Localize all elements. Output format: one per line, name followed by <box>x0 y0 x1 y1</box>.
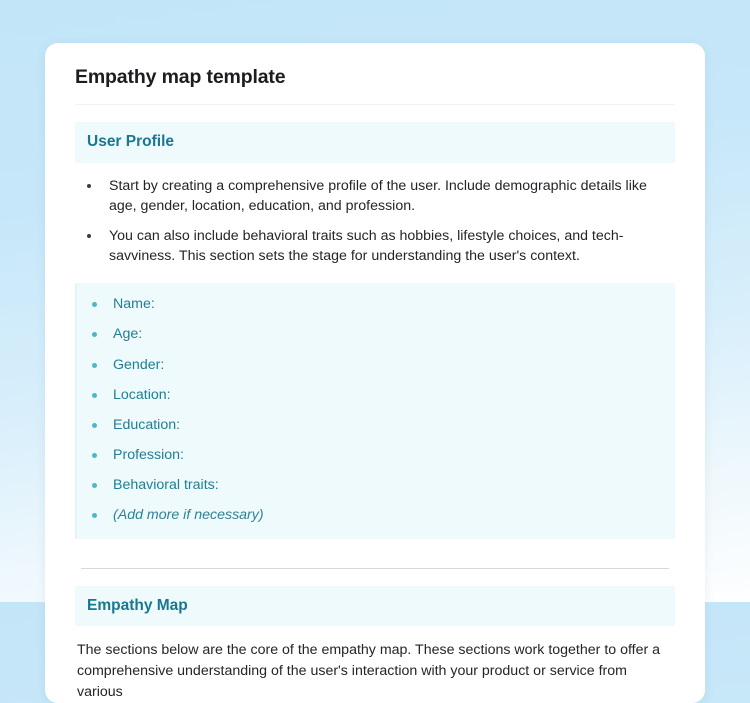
field-item-profession[interactable]: Profession: <box>77 445 663 466</box>
field-item-name[interactable]: Name: <box>77 294 663 315</box>
document-body <box>45 43 705 703</box>
field-item-add-more-hint[interactable]: (Add more if necessary) <box>77 505 663 526</box>
user-profile-fields-list <box>77 294 663 525</box>
section-heading-empathy-map: Empathy Map <box>75 586 675 626</box>
user-profile-description-list <box>75 176 675 267</box>
document-card <box>45 43 705 703</box>
title-divider <box>75 104 675 105</box>
page-title: Empathy map template <box>75 65 675 90</box>
list-item: Start by creating a comprehensive profile of the user. Include demographic details like age, gender, location, education, and profession. <box>75 176 675 216</box>
field-item-age[interactable]: Age: <box>77 324 663 345</box>
empathy-map-intro-paragraph: The sections below are the core of the empathy map. These sections work together to offer a comprehensive understanding of the user's interaction with your product or service from various <box>77 640 675 703</box>
list-item: You can also include behavioral traits such as hobbies, lifestyle choices, and tech-savviness. This section sets the stage for understanding the user's context. <box>75 226 675 266</box>
section-divider <box>81 568 669 569</box>
user-profile-fields-block <box>75 283 675 538</box>
field-item-behavioral-traits[interactable]: Behavioral traits: <box>77 475 663 496</box>
section-heading-user-profile: User Profile <box>75 122 675 162</box>
field-item-education[interactable]: Education: <box>77 415 663 436</box>
field-item-gender[interactable]: Gender: <box>77 355 663 376</box>
field-item-location[interactable]: Location: <box>77 385 663 406</box>
